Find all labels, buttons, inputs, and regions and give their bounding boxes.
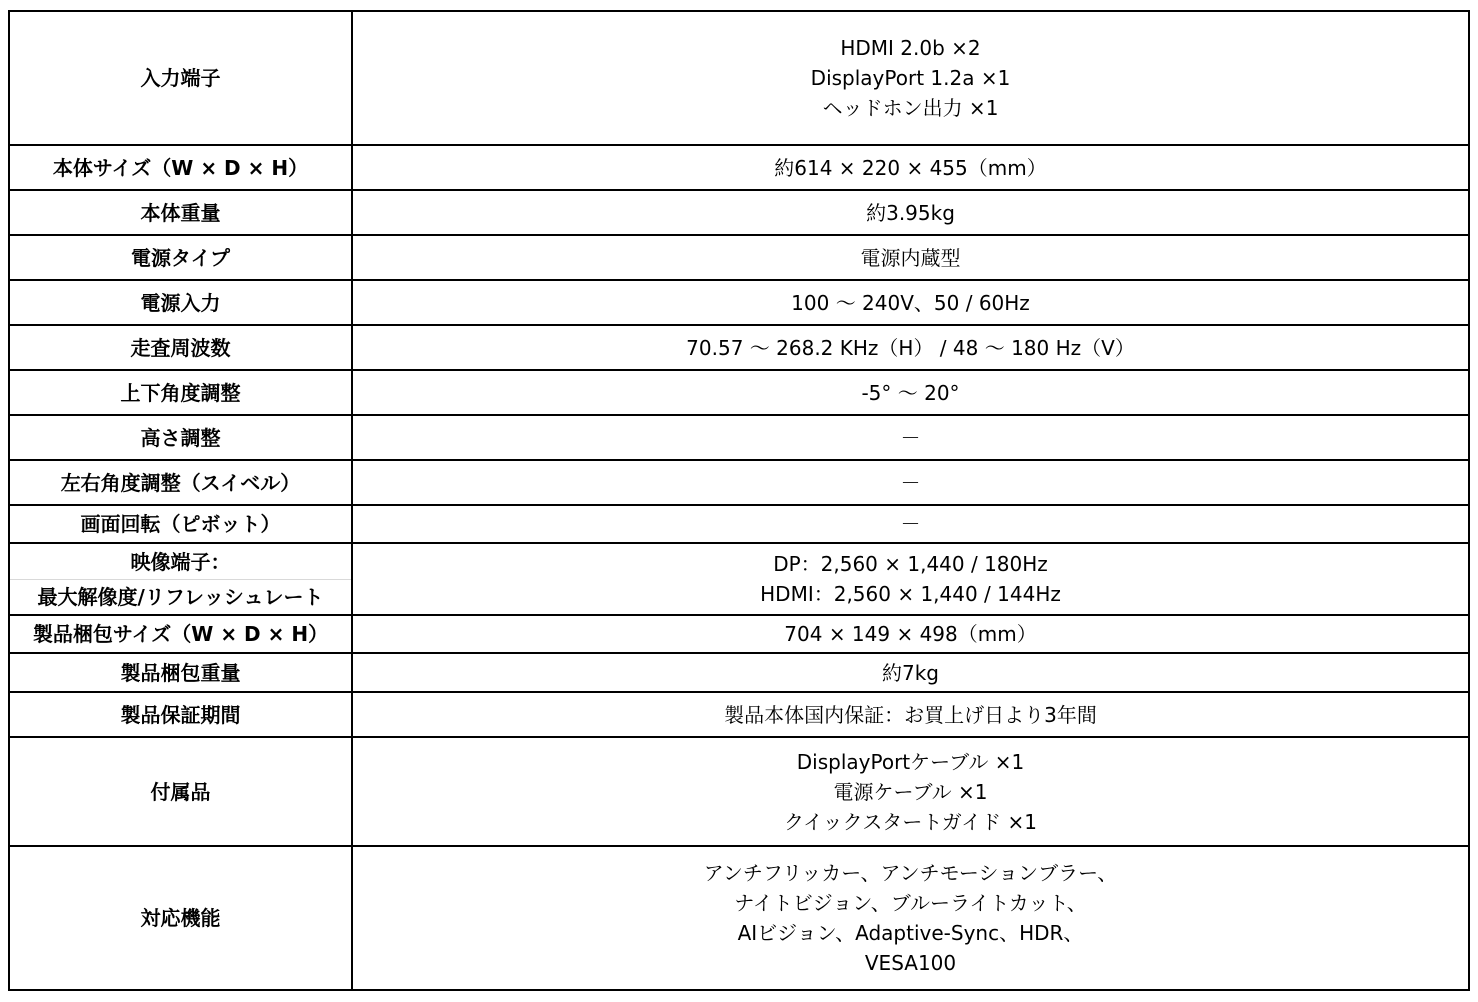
row-value — [352, 415, 1469, 460]
row-value — [352, 692, 1469, 737]
row-label: 製品保証期間 — [9, 692, 352, 737]
value-line: HDMI：2,560 × 1,440 / 144Hz — [760, 582, 1061, 606]
row-label: 左右角度調整（スイベル） — [9, 460, 352, 505]
value-line: DisplayPortケーブル ×1 — [796, 749, 1025, 774]
row-value — [352, 370, 1469, 415]
row-value — [352, 11, 1469, 145]
row-value — [352, 615, 1469, 653]
row-value — [352, 653, 1469, 692]
row-label: 対応機能 — [9, 846, 352, 990]
table-row — [9, 325, 1469, 370]
row-value — [352, 737, 1469, 846]
row-label: 走査周波数 — [9, 325, 352, 370]
value-line: 約7kg — [881, 660, 939, 685]
value-line: － — [900, 470, 921, 495]
value-line: 電源内蔵型 — [860, 245, 961, 270]
table-row — [9, 190, 1469, 235]
value-line: DP：2,560 × 1,440 / 180Hz — [773, 552, 1048, 576]
table-row — [9, 846, 1469, 990]
table-row — [9, 615, 1469, 653]
value-line: 約614 × 220 × 455（mm） — [774, 155, 1047, 180]
row-label-part: 最大解像度/リフレッシュレート — [10, 579, 351, 614]
value-line: 100 〜 240V、50 / 60Hz — [791, 290, 1030, 315]
row-label: 高さ調整 — [9, 415, 352, 460]
row-label: 入力端子 — [9, 11, 352, 145]
table-row — [9, 737, 1469, 846]
row-label — [9, 543, 352, 615]
value-line: HDMI 2.0b ×2 — [840, 36, 981, 60]
table-row — [9, 543, 1469, 615]
value-line: － — [900, 425, 921, 450]
value-line: － — [900, 512, 921, 536]
table-row — [9, 280, 1469, 325]
row-label: 画面回転（ピボット） — [9, 505, 352, 543]
table-row — [9, 505, 1469, 543]
row-value — [352, 505, 1469, 543]
value-line: ヘッドホン出力 ×1 — [822, 96, 999, 120]
row-label: 電源入力 — [9, 280, 352, 325]
row-value — [352, 280, 1469, 325]
row-value — [352, 190, 1469, 235]
table-row — [9, 11, 1469, 145]
table-row — [9, 235, 1469, 280]
row-label: 上下角度調整 — [9, 370, 352, 415]
value-line: ナイトビジョン、ブルーライトカット、 — [734, 891, 1087, 915]
table-row — [9, 692, 1469, 737]
table-row — [9, 370, 1469, 415]
row-label: 本体重量 — [9, 190, 352, 235]
value-line: VESA100 — [864, 951, 957, 975]
table-row — [9, 145, 1469, 190]
row-value — [352, 543, 1469, 615]
row-label: 付属品 — [9, 737, 352, 846]
value-line: 704 × 149 × 498（mm） — [784, 622, 1037, 646]
row-label: 製品梱包重量 — [9, 653, 352, 692]
value-line: アンチフリッカー、アンチモーションブラー、 — [703, 861, 1118, 885]
row-label: 電源タイプ — [9, 235, 352, 280]
row-value — [352, 460, 1469, 505]
row-label: 製品梱包サイズ（W × D × H） — [9, 615, 352, 653]
value-line: -5° 〜 20° — [861, 380, 960, 405]
value-line: 約3.95kg — [866, 200, 955, 225]
table-row — [9, 653, 1469, 692]
value-line: 製品本体国内保証：お買上げ日より3年間 — [724, 702, 1097, 727]
value-line: AIビジョン、Adaptive-Sync、HDR、 — [737, 921, 1084, 945]
table-row — [9, 460, 1469, 505]
value-line: 電源ケーブル ×1 — [833, 779, 988, 804]
row-value — [352, 846, 1469, 990]
row-value — [352, 235, 1469, 280]
row-label-part: 映像端子： — [130, 549, 231, 574]
row-value — [352, 325, 1469, 370]
spec-table — [8, 10, 1470, 991]
row-label: 本体サイズ（W × D × H） — [9, 145, 352, 190]
table-row — [9, 415, 1469, 460]
row-value — [352, 145, 1469, 190]
value-line: クイックスタートガイド ×1 — [783, 809, 1038, 834]
value-line: 70.57 〜 268.2 KHz（H） / 48 〜 180 Hz（V） — [686, 335, 1135, 360]
value-line: DisplayPort 1.2a ×1 — [810, 66, 1011, 90]
